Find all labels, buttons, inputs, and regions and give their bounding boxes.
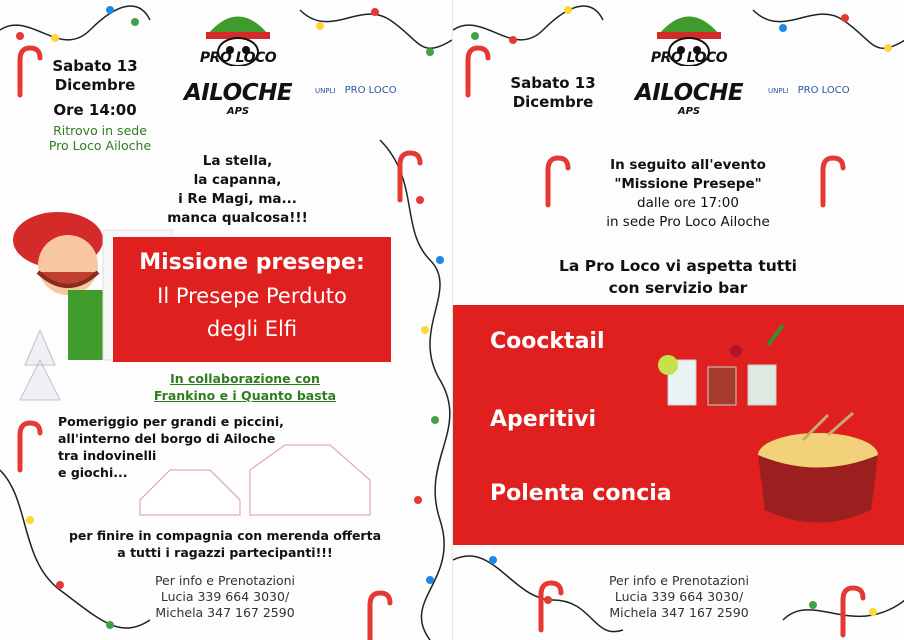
event-date: [35, 57, 155, 120]
logo-ailoche-text: AILOCHE: [183, 80, 293, 106]
menu-polenta: Polenta concia: [490, 481, 672, 506]
contact-info: [579, 573, 779, 621]
menu-cocktail: Coocktail: [490, 329, 605, 354]
unpli-logo: [768, 78, 858, 97]
teaser-line-4: manca qualcosa!!!: [167, 210, 308, 226]
mission-title-box: [113, 237, 391, 362]
event-line-1: In seguito all'evento: [610, 157, 766, 173]
welcome-line-2: con servizio bar: [608, 279, 748, 297]
meeting-line-1: Ritrovo in sede: [53, 123, 147, 138]
logo-pro-loco-text: PRO LOCO: [199, 50, 277, 66]
contact-michela: Michela 347 167 2590: [609, 605, 749, 620]
teaser-text: [140, 152, 335, 228]
welcome-line-1: La Pro Loco vi aspetta tutti: [559, 257, 797, 275]
collab-line-1: In collaborazione con: [170, 371, 320, 386]
ending-line-1: per finire in compagnia con merenda offerta: [68, 528, 382, 543]
event-line-2: "Missione Presepe": [614, 176, 762, 192]
teaser-line-2: la capanna,: [193, 172, 282, 188]
event-line-3: dalle ore 17:00: [637, 195, 739, 211]
logo-aps-text: APS: [226, 106, 250, 117]
desc-line-4: e giochi...: [58, 465, 128, 480]
mission-title-line-2: Il Presepe Perduto: [157, 284, 347, 308]
desc-line-2: all'interno del borgo di Ailoche: [58, 431, 276, 446]
desc-line-3: tra indovinelli: [58, 448, 157, 463]
event-details: [573, 156, 803, 232]
desc-line-1: Pomeriggio per grandi e piccini,: [58, 414, 284, 429]
collab-line-2: Frankino e i Quanto basta: [153, 388, 337, 403]
ending-line-2: a tutti i ragazzi partecipanti!!!: [117, 545, 333, 560]
meeting-line-2: Pro Loco Ailoche: [48, 138, 152, 153]
cocktail-glasses-illustration: [648, 315, 798, 415]
logo-aps-text: APS: [677, 106, 701, 117]
welcome-text: [513, 255, 843, 299]
pro-loco-logo: [178, 4, 298, 144]
contact-lucia: Lucia 339 664 3030/: [614, 589, 744, 604]
menu-aperitivi: Aperitivi: [490, 407, 597, 432]
unpli-text: UNPLI: [315, 87, 336, 95]
contact-michela: Michela 347 167 2590: [155, 605, 295, 620]
unpli-proloco-text: PRO LOCO: [344, 85, 397, 96]
event-time: Ore 14:00: [53, 101, 137, 119]
unpli-logo: [315, 78, 405, 97]
info-title: Per info e Prenotazioni: [608, 573, 750, 588]
date-day: Sabato 13: [52, 57, 138, 75]
info-title: Per info e Prenotazioni: [154, 573, 296, 588]
date-month: Dicembre: [54, 76, 136, 94]
teaser-line-3: i Re Magi, ma...: [178, 191, 297, 207]
description-text: [58, 413, 338, 481]
logo-pro-loco-text: PRO LOCO: [650, 50, 728, 66]
mission-title-line-3: degli Elfi: [206, 317, 298, 341]
meeting-point: [30, 123, 170, 153]
contact-lucia: Lucia 339 664 3030/: [160, 589, 290, 604]
contact-info: [125, 573, 325, 621]
ending-text: [55, 527, 395, 561]
event-date: [493, 74, 613, 112]
flyer-servizio-bar: [452, 0, 904, 640]
collaboration-text: [140, 370, 350, 404]
polenta-pot-illustration: [743, 405, 893, 535]
bar-menu-box: [453, 305, 904, 545]
date-day: Sabato 13: [510, 74, 596, 92]
mission-title-line-1: Missione presepe:: [139, 250, 365, 275]
event-line-4: in sede Pro Loco Ailoche: [606, 214, 770, 230]
pro-loco-logo: [629, 4, 749, 144]
date-month: Dicembre: [512, 93, 594, 111]
teaser-line-1: La stella,: [202, 153, 273, 169]
unpli-text: UNPLI: [768, 87, 789, 95]
logo-ailoche-text: AILOCHE: [634, 80, 744, 106]
unpli-proloco-text: PRO LOCO: [797, 85, 850, 96]
